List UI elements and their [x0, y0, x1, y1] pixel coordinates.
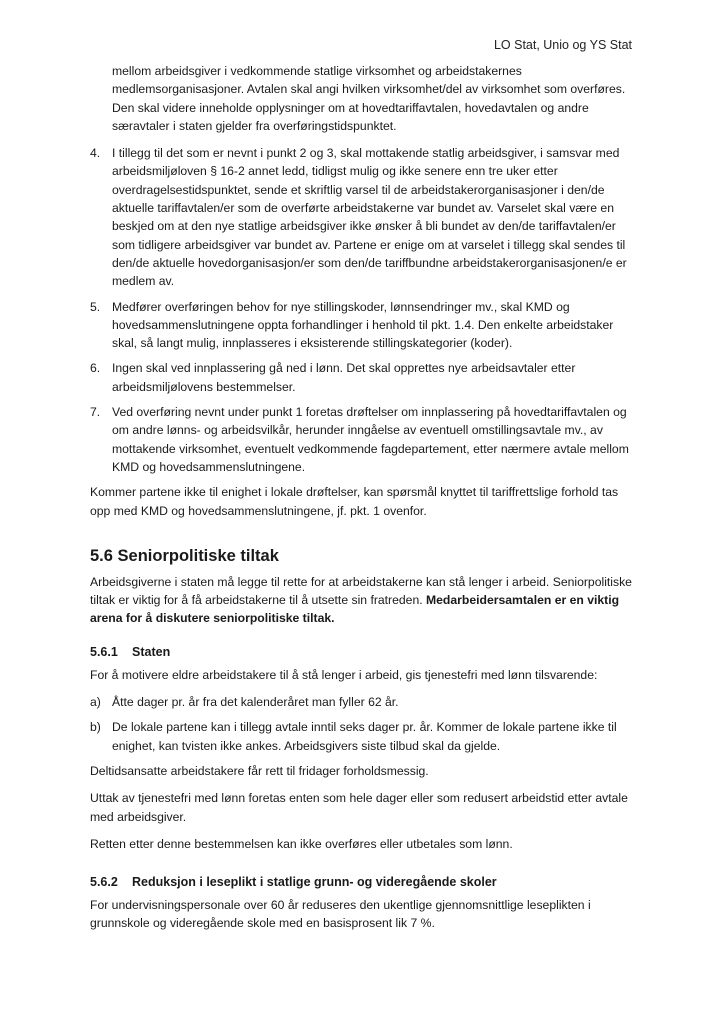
subsection-number: 5.6.1: [90, 644, 118, 659]
list-item-text: Medfører overføringen behov for nye stillingskoder, lønnsendringer mv., skal KMD og hovedsammenslutningene oppta forhandlinger i henhold til pkt. 1.4. Den enkelte arbeidstaker skal, så langt mulig, innplasseres i eksisterende stillingskategorier (koder).: [112, 299, 614, 351]
section-heading: 5.6 Seniorpolitiske tiltak: [90, 546, 279, 565]
section-intro-bold: Medarbeidersamtalen er en viktig arena for å diskutere seniorpolitiske tiltak.: [90, 593, 620, 626]
list-item: [90, 144, 636, 290]
page-header: LO Stat, Unio og YS Stat: [493, 38, 632, 52]
body-paragraph: Kommer partene ikke til enighet i lokale drøftelser, kan spørsmål knyttet til tariffrettslige forhold tas opp med KMD og hovedsammenslutningene, jf. pkt. 1 ovenfor.: [90, 485, 619, 518]
page-content: [90, 62, 636, 942]
section-intro: [90, 573, 636, 628]
subsection-heading: [90, 643, 636, 661]
body-paragraph: Uttak av tjenestefri med lønn foretas enten som hele dager eller som redusert arbeidstid etter avtale med arbeidsgiver.: [90, 791, 628, 824]
list-item: [90, 693, 636, 711]
list-item: [90, 718, 636, 755]
list-item-text: Ved overføring nevnt under punkt 1 foretas drøftelser om innplassering på hovedtariffavtalen og om andre lønns- og arbeidsvilkår, herunder inngåelse av eventuell omstillingsavtale mv., av mottakende virksomhet, eventuelt vedkommende fagdepartement, etter nærmere avtale mellom KMD og hovedsammenslutningene.: [112, 405, 629, 474]
body-paragraph: Deltidsansatte arbeidstakere får rett til fridager forholdsmessig.: [90, 763, 429, 778]
list-item: [90, 359, 636, 396]
body-paragraph: Retten etter denne bestemmelsen kan ikke overføres eller utbetales som lønn.: [90, 836, 513, 851]
body-paragraph: For undervisningspersonale over 60 år reduseres den ukentlige gjennomsnittlige leseplikten i grunnskole og videregående skole med en basisprosent lik 7 %.: [90, 898, 591, 931]
section-intro-text: Arbeidsgiverne i staten må legge til rette for at arbeidstakerne kan stå lenger i arbeid. Seniorpolitiske tiltak er viktig for å få arbeidstakerne til å utsette sin fratreden.: [90, 574, 632, 608]
body-paragraph: For å motivere eldre arbeidstakere til å stå lenger i arbeid, gis tjenestefri med lønn tilsvarende:: [90, 667, 598, 682]
list-item-text: Ingen skal ved innplassering gå ned i lønn. Det skal opprettes nye arbeidsavtaler etter arbeidsmiljølovens bestemmelser.: [112, 361, 576, 394]
list-item-number: 5.: [90, 299, 101, 314]
list-item-text: De lokale partene kan i tillegg avtale inntil seks dager pr. år. Kommer de lokale partene ikke til enighet, kan tvisten ikke ankes. Arbeidsgivers siste tilbud skal da gjelde.: [112, 720, 617, 753]
subsection-title: Staten: [132, 644, 171, 659]
list-item: [90, 403, 636, 476]
list-item-number: 6.: [90, 361, 101, 376]
list-item-text: I tillegg til det som er nevnt i punkt 2 og 3, skal mottakende statlig arbeidsgiver, i samsvar med arbeidsmiljøloven § 16-2 annet ledd, tidligst mulig og ikke senere enn tre uker etter overdragelsestidspunktet, sende et skriftlig varsel til de arbeidstakerorganisasjoner i den/de aktuelle tariffavtalen/er som de overførte arbeidstakerne var bundet av. Varselet skal være en beskjed om at den nye statlige arbeidsgiver ikke ønsker å bli bundet av den/de tariffavtalen/er som tidligere arbeidsgiver var bundet av. Partene er enige om at varselet i tillegg skal sendes til den/de aktuelle hovedorganisasjon/er som den/de tariffbundne arbeidstakerorganisasjonen/e er medlem av.: [112, 146, 627, 289]
subsection-heading: [90, 873, 636, 891]
list-item-number: 4.: [90, 146, 101, 161]
subsection-number: 5.6.2: [90, 875, 118, 890]
continued-paragraph: mellom arbeidsgiver i vedkommende statlige virksomhet og arbeidstakernes medlemsorganisasjoner. Avtalen skal angi hvilken virksomhet/del av virksomhet som overføres. Den skal videre inneholde opplysninger om at hovedtariffavtalen, hovedavtalen og andre særavtaler i staten gjelder fra overføringstidspunktet.: [112, 64, 626, 133]
list-item-letter: b): [90, 720, 101, 735]
list-item: [90, 298, 636, 353]
list-item-text: Åtte dager pr. år fra det kalenderåret man fyller 62 år.: [112, 695, 399, 710]
list-item-number: 7.: [90, 405, 101, 420]
list-item-letter: a): [90, 695, 101, 710]
subsection-title: Reduksjon i leseplikt i statlige grunn- og videregående skoler: [132, 875, 497, 890]
